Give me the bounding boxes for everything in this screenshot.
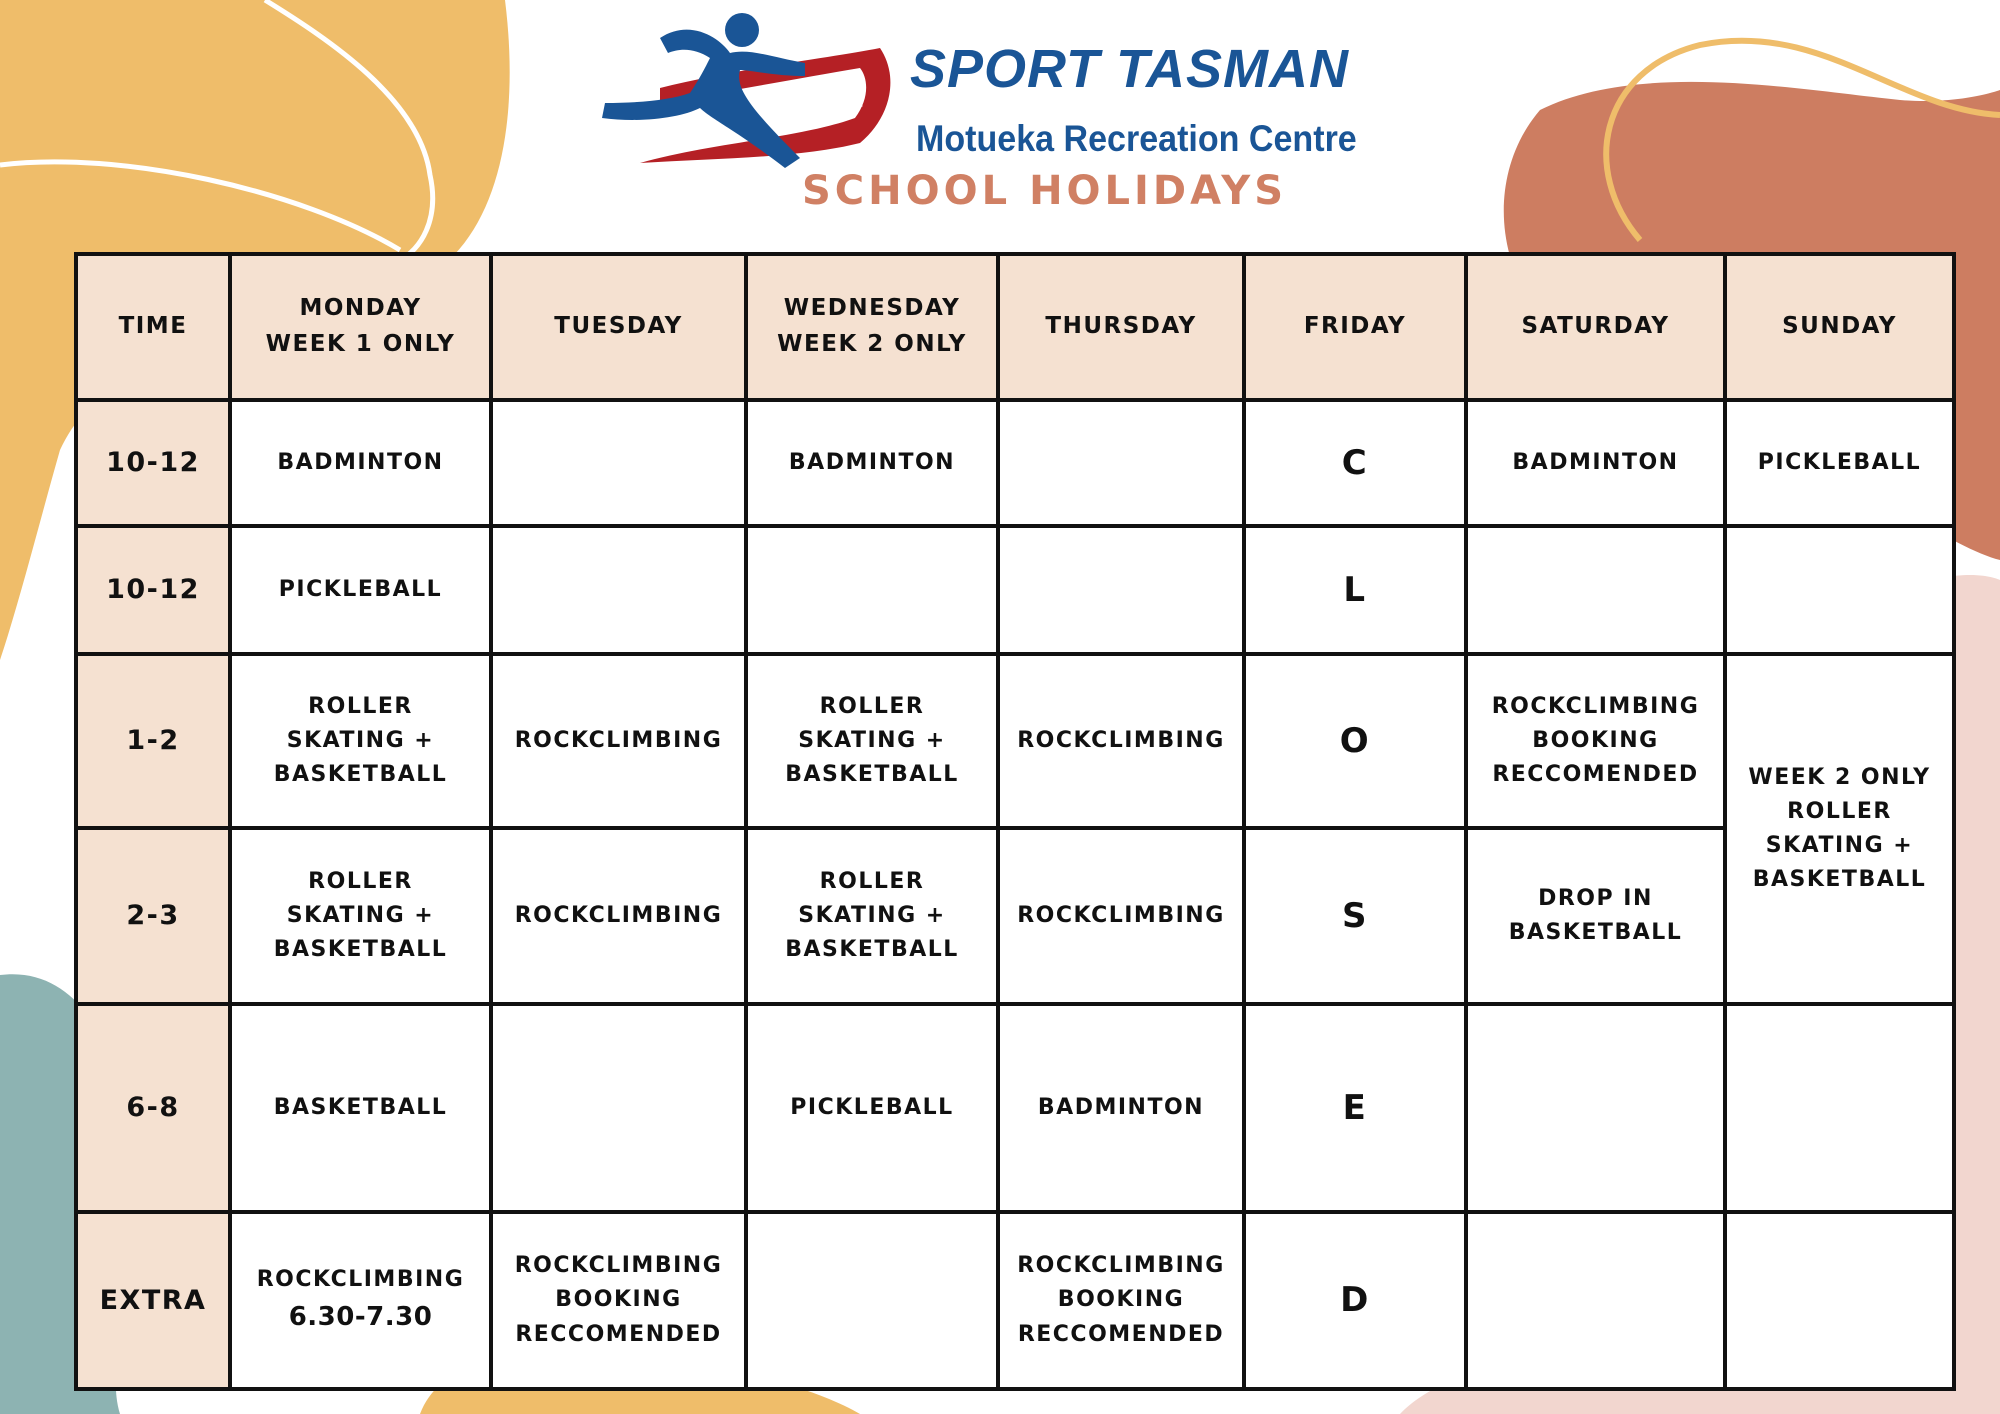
cell-thu-r3: ROCKCLIMBING	[998, 654, 1244, 828]
logo-runner-head	[725, 13, 759, 47]
cell-wed-r1: BADMINTON	[746, 400, 998, 526]
cell-line: RECCOMENDED	[1492, 762, 1699, 788]
cell-sun-r1: PICKLEBALL	[1725, 400, 1954, 526]
header-wednesday	[746, 254, 998, 400]
time-cell: 1-2	[76, 654, 230, 828]
closed-letter: L	[1244, 526, 1466, 654]
cell-line: ROLLER	[819, 693, 925, 719]
cell-tue-r3: ROCKCLIMBING	[491, 654, 746, 828]
cell-mon-r5: BASKETBALL	[230, 1004, 491, 1212]
header-time: TIME	[76, 254, 230, 400]
table-row	[76, 400, 1954, 526]
cell-line: BOOKING	[1532, 727, 1659, 753]
sport-tasman-logo	[600, 8, 900, 178]
cell-sat-r5	[1466, 1004, 1725, 1212]
cell-wed-r2	[746, 526, 998, 654]
cell-line: ROCKCLIMBING	[514, 1253, 723, 1279]
header-monday-line-2: WEEK 1 ONLY	[265, 331, 456, 357]
cell-sun-r2	[1725, 526, 1954, 654]
cell-sat-r3	[1466, 654, 1725, 828]
cell-wed-r5: PICKLEBALL	[746, 1004, 998, 1212]
cell-line: ROLLER	[819, 868, 925, 894]
closed-letter: D	[1244, 1212, 1466, 1389]
cell-line: ROLLER	[308, 868, 413, 894]
table-row	[76, 654, 1954, 828]
cell-sun-r6	[1725, 1212, 1954, 1389]
schedule-table	[74, 252, 1956, 1391]
cell-line: RECCOMENDED	[515, 1321, 722, 1347]
time-cell: 6-8	[76, 1004, 230, 1212]
header-tuesday: TUESDAY	[491, 254, 746, 400]
table-header-row	[76, 254, 1954, 400]
time-cell: 10-12	[76, 400, 230, 526]
cell-line: ROCKCLIMBING	[1491, 693, 1700, 719]
cell-line: SKATING +	[798, 727, 946, 753]
header-saturday: SATURDAY	[1466, 254, 1725, 400]
cell-sat-r1: BADMINTON	[1466, 400, 1725, 526]
brand-title: SPORT TASMAN	[910, 39, 1350, 99]
cell-sun-r3-r4	[1725, 654, 1954, 1004]
cell-line: BOOKING	[1057, 1287, 1185, 1313]
cell-line: ROLLER	[1787, 798, 1892, 824]
cell-sat-r4	[1466, 828, 1725, 1004]
cell-line: BOOKING	[555, 1287, 682, 1313]
time-cell: EXTRA	[76, 1212, 230, 1389]
cell-line: BASKETBALL	[1508, 920, 1683, 945]
cell-line: ROLLER	[308, 693, 413, 719]
cell-line: RECCOMENDED	[1017, 1321, 1225, 1347]
header-wednesday-line-1: WEDNESDAY	[783, 295, 961, 322]
cell-line: BASKETBALL	[1752, 867, 1927, 893]
cell-mon-r4	[230, 828, 491, 1004]
cell-mon-r1: BADMINTON	[230, 400, 491, 526]
cell-wed-r3	[746, 654, 998, 828]
table-row	[76, 1212, 1954, 1389]
cell-sat-r2	[1466, 526, 1725, 654]
cell-line: DROP IN	[1538, 885, 1653, 911]
cell-tue-r6	[491, 1212, 746, 1389]
cell-line: SKATING +	[286, 902, 435, 928]
table-row	[76, 526, 1954, 654]
cell-tue-r4: ROCKCLIMBING	[491, 828, 746, 1004]
cell-line: SKATING +	[798, 902, 946, 928]
time-cell: 2-3	[76, 828, 230, 1004]
header-monday-line-1: MONDAY	[299, 295, 422, 322]
cell-sat-r6	[1466, 1212, 1725, 1389]
cell-line: WEEK 2 ONLY	[1748, 764, 1931, 790]
closed-letter: S	[1244, 828, 1466, 1004]
cell-thu-r6	[998, 1212, 1244, 1389]
table-row	[76, 828, 1954, 1004]
cell-line-time: 6.30-7.30	[288, 1302, 433, 1333]
closed-letter: C	[1244, 400, 1466, 526]
closed-letter: O	[1244, 654, 1466, 828]
cell-line: BASKETBALL	[273, 762, 448, 788]
logo-runner-body	[602, 30, 805, 168]
centre-title: Motueka Recreation Centre	[916, 118, 1357, 159]
cell-line: ROCKCLIMBING	[1017, 1253, 1225, 1279]
cell-thu-r1	[998, 400, 1244, 526]
cell-thu-r4: ROCKCLIMBING	[998, 828, 1244, 1004]
cell-line: BASKETBALL	[273, 937, 448, 963]
cell-line: SKATING +	[286, 727, 435, 753]
cell-mon-r3	[230, 654, 491, 828]
cell-sun-r5	[1725, 1004, 1954, 1212]
cell-wed-r6	[746, 1212, 998, 1389]
header-monday	[230, 254, 491, 400]
cell-wed-r4	[746, 828, 998, 1004]
cell-mon-r2: PICKLEBALL	[230, 526, 491, 654]
school-holidays-title: SCHOOL HOLIDAYS	[802, 168, 1288, 214]
cell-thu-r5: BADMINTON	[998, 1004, 1244, 1212]
header-friday: FRIDAY	[1244, 254, 1466, 400]
cell-line: BASKETBALL	[785, 762, 959, 788]
header-sunday: SUNDAY	[1725, 254, 1954, 400]
cell-line: ROCKCLIMBING	[256, 1267, 465, 1293]
time-cell: 10-12	[76, 526, 230, 654]
header-wednesday-line-2: WEEK 2 ONLY	[777, 331, 967, 357]
cell-tue-r5	[491, 1004, 746, 1212]
header-thursday: THURSDAY	[998, 254, 1244, 400]
cell-tue-r2	[491, 526, 746, 654]
cell-mon-r6	[230, 1212, 491, 1389]
closed-letter: E	[1244, 1004, 1466, 1212]
cell-tue-r1	[491, 400, 746, 526]
cell-line: SKATING +	[1765, 833, 1914, 858]
cell-thu-r2	[998, 526, 1244, 654]
table-row	[76, 1004, 1954, 1212]
cell-line: BASKETBALL	[785, 937, 959, 963]
